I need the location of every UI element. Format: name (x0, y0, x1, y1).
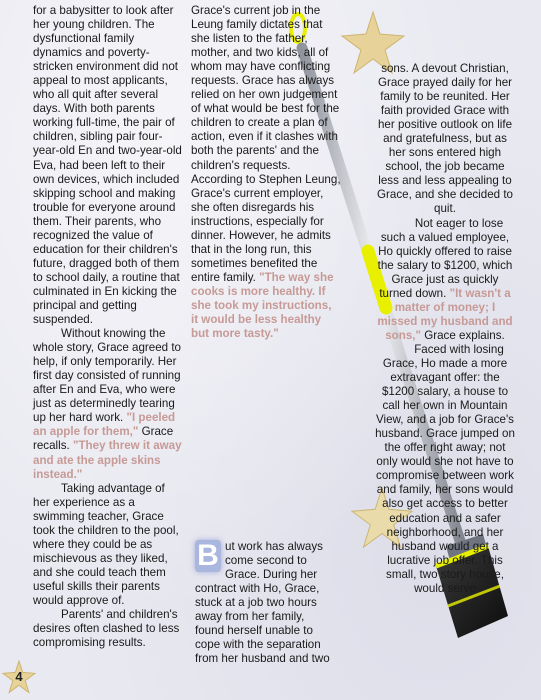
paragraph: sons. A devout Christian, Grace prayed daily for her family to be reunited. Her faith provided Grace with her positive outlook on life and gratefulness, but as her sons entered high school, the job became less and less appealing to Grace, and she decided to quit. (377, 62, 513, 216)
paragraph: Faced with losing Grace, Ho made a more extravagant offer: the $1200 salary, a house to call her own in Mountain View, and a job for Grace's husband. Grace jumped on the offer right away; not only would she not have to compromise between work and family, her sons would also get access to better education and a safer neighborhood, and her husband would get a lucrative job offer. This small, two story house, would serve (375, 342, 515, 595)
pull-quote: "It wasn't a matter of money; I missed my husband and sons," (377, 286, 513, 342)
body-text: Grace's current job in the Leung family dictates that she listen to the father, mother, and two kids, all of whom may have conflicting requests. Grace has always relied on her own judgement of what would be best for the children to create a plan of action, even if it clashes with both the parents' and the children's requests. According to Stephen Leung, Grace's current employer, she often disregards his instructions, especially for dinner. However, he admits that in the long run, this sometimes benefited the entire family. (191, 4, 341, 284)
article-column-3 (375, 62, 515, 596)
pull-quote: "The way she cooks is more healthy. If she took my instructions, it would be less healthy but more tasty." (191, 270, 334, 341)
article-column-1 (33, 4, 183, 650)
article-column-2-continued (195, 540, 335, 666)
paragraph (33, 327, 183, 482)
drop-cap: B (195, 540, 221, 572)
paragraph (375, 217, 515, 343)
article-column-2 (191, 4, 341, 341)
paragraph: Taking advantage of her experience as a swimming teacher, Grace took the children to the pool, where they could be as mischievous as they liked, and she could teach them useful skills their parents would approve of. (33, 481, 179, 607)
body-text: Grace recalls. (33, 425, 174, 453)
pull-quote: "I peeled an apple for them," (33, 411, 176, 439)
body-text: Grace explains. (424, 328, 505, 342)
body-text: Not eager to lose such a valued employee, Ho quickly offered to raise the salary to $1200, which Grace just as quickly turned down. (377, 216, 513, 300)
paragraph (195, 540, 335, 666)
page-number: 4 (15, 669, 23, 684)
body-text: Without knowing the whole story, Grace agreed to help, if only temporarily. Her first day consisted of running after En and Eva, who were just as determinedly tearing up her hard work. (33, 327, 182, 425)
page-number-badge (2, 660, 36, 694)
paragraph (191, 4, 341, 341)
pull-quote: "They threw it away and ate the apple skins instead." (33, 439, 182, 481)
paragraph: Parents' and children's desires often clashed to less compromising results. (33, 608, 180, 650)
body-text: ut work has always come second to Grace. During her contract with Ho, Grace, stuck at a job two hours away from her family, found herself unable to cope with the separation from her husband and two (195, 540, 330, 666)
paragraph: for a babysitter to look after her young children. The dysfunctional family dynamics and poverty-stricken environment did not appeal to most applicants, who all quit after several days. With both parents working full-time, the pair of children, sibling pair four-year-old En and two-year-old Eva, had been left to their own devices, which included skipping school and making trouble for everyone around them. Their parents, who recognized the value of education for their children's future, dragged both of them to school daily, a routine that culminated in En kicking the principal and getting suspended. (33, 4, 182, 327)
